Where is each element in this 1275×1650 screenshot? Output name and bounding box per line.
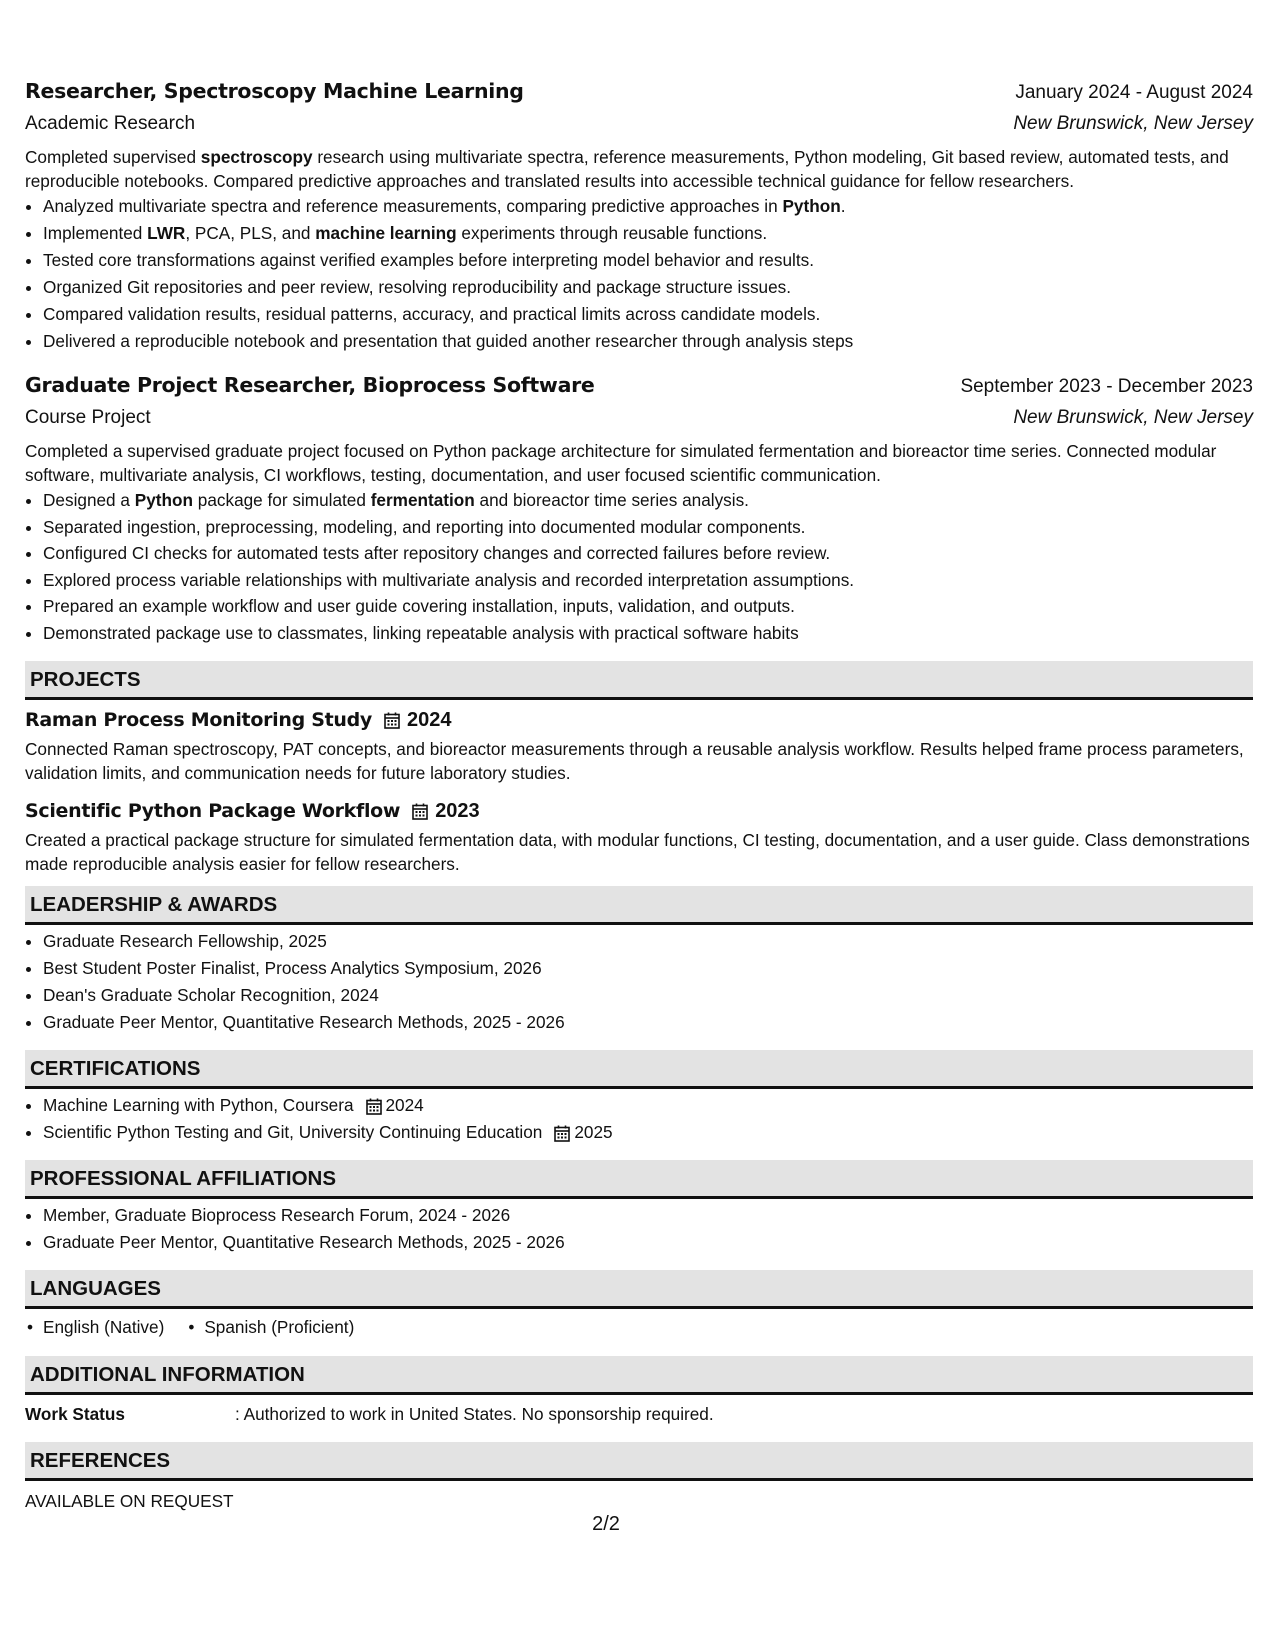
calendar-icon — [554, 1125, 570, 1142]
bullet-item: • Designed a Python package for simulated fermentation and bioreactor time series analysis. — [43, 487, 1253, 514]
project-title: Scientific Python Package Workflow — [25, 800, 401, 822]
project-entry — [25, 704, 1253, 785]
bullet-item: • Organized Git repositories and peer review, resolving reproducibility and package structure issues. — [43, 274, 1253, 301]
language-item: • Spanish (Proficient) — [186, 1312, 354, 1342]
section-heading: LANGUAGES — [25, 1270, 1253, 1309]
experience-entry — [25, 76, 1253, 355]
experience-entry — [25, 370, 1253, 646]
certification-name: Scientific Python Testing and Git, University Continuing Education — [43, 1122, 543, 1142]
leadership-list — [25, 928, 1253, 1036]
calendar-icon — [412, 803, 428, 820]
list-item: • Graduate Peer Mentor, Quantitative Research Methods, 2025 - 2026 — [43, 1009, 1253, 1036]
section-heading: PROJECTS — [25, 661, 1253, 700]
job-organization: Academic Research — [25, 113, 196, 134]
list-item: • Dean's Graduate Scholar Recognition, 2024 — [43, 982, 1253, 1009]
job-summary: Completed a supervised graduate project focused on Python package architecture for simulated fermentation and bioreactor time series. Connected modular software, multivariate analysis, CI workflows, testing, documentation, and user focused scientific communication. — [25, 441, 1217, 485]
project-year: 2023 — [435, 800, 480, 822]
bullet-item: • Delivered a reproducible notebook and presentation that guided another researcher through analysis steps — [43, 328, 1253, 355]
project-entry — [25, 795, 1253, 876]
language-item: • English (Native) — [25, 1312, 164, 1342]
project-title: Raman Process Monitoring Study — [25, 709, 372, 731]
job-title: Graduate Project Researcher, Bioprocess Software — [25, 373, 595, 397]
work-status-label: Work Status — [25, 1404, 125, 1424]
calendar-icon — [366, 1098, 382, 1115]
affiliations-list — [25, 1202, 1253, 1256]
list-item — [43, 1119, 1253, 1146]
projects-section — [25, 661, 1253, 876]
job-organization: Course Project — [25, 407, 151, 428]
project-description: Created a practical package structure for simulated fermentation data, with modular functions, CI testing, documentation, and a user guide. Class demonstrations made reproducible analysis easier for fellow researchers. — [25, 830, 1250, 874]
languages-list — [25, 1312, 1253, 1342]
certification-year: 2025 — [574, 1122, 613, 1142]
affiliations-section — [25, 1160, 1253, 1256]
job-bullets — [25, 193, 1253, 355]
list-item: • Graduate Peer Mentor, Quantitative Research Methods, 2025 - 2026 — [43, 1229, 1253, 1256]
leadership-section — [25, 886, 1253, 1036]
section-heading: REFERENCES — [25, 1442, 1253, 1481]
bullet-item: • Implemented LWR, PCA, PLS, and machine learning experiments through reusable functions. — [43, 220, 1253, 247]
bullet-item: • Compared validation results, residual patterns, accuracy, and practical limits across candidate models. — [43, 301, 1253, 328]
bullet-item: • Analyzed multivariate spectra and reference measurements, comparing predictive approaches in Python. — [43, 193, 1253, 220]
references-text: AVAILABLE ON REQUEST — [25, 1491, 234, 1511]
references-section — [25, 1442, 1253, 1517]
section-heading: ADDITIONAL INFORMATION — [25, 1356, 1253, 1395]
project-description: Connected Raman spectroscopy, PAT concepts, and bioreactor measurements through a reusable analysis workflow. Results helped frame process parameters, validation limits, and communication needs for future laboratory studies. — [25, 739, 1244, 783]
job-location: New Brunswick, New Jersey — [1013, 113, 1253, 134]
work-status-value: : Authorized to work in United States. No sponsorship required. — [235, 1404, 714, 1424]
bullet-item: • Explored process variable relationships with multivariate analysis and recorded interpretation assumptions. — [43, 567, 1253, 594]
section-heading: PROFESSIONAL AFFILIATIONS — [25, 1160, 1253, 1199]
bullet-item: • Prepared an example workflow and user guide covering installation, inputs, validation, and outputs. — [43, 593, 1253, 620]
job-bullets — [25, 487, 1253, 646]
job-title: Researcher, Spectroscopy Machine Learning — [25, 79, 524, 103]
page-number: 2/2 — [592, 1513, 620, 1535]
list-item — [43, 1092, 1253, 1119]
bullet-item: • Separated ingestion, preprocessing, modeling, and reporting into documented modular components. — [43, 514, 1253, 541]
bullet-item: • Demonstrated package use to classmates, linking repeatable analysis with practical software habits — [43, 620, 1253, 647]
job-location: New Brunswick, New Jersey — [1013, 407, 1253, 428]
bullet-item: • Tested core transformations against verified examples before interpreting model behavior and results. — [43, 247, 1253, 274]
list-item: • Graduate Research Fellowship, 2025 — [43, 928, 1253, 955]
project-year: 2024 — [406, 709, 452, 731]
bullet-item: • Configured CI checks for automated tests after repository changes and corrected failures before review. — [43, 540, 1253, 567]
job-dates: January 2024 - August 2024 — [1015, 82, 1253, 103]
job-dates: September 2023 - December 2023 — [960, 376, 1253, 397]
certification-year: 2024 — [385, 1095, 424, 1115]
additional-info-section — [25, 1356, 1253, 1430]
list-item: • Best Student Poster Finalist, Process Analytics Symposium, 2026 — [43, 955, 1253, 982]
job-summary: Completed supervised spectroscopy research using multivariate spectra, reference measurements, Python modeling, Git based review, automated tests, and reproducible notebooks. Compared predictive approaches and translated results into accessible technical guidance for fellow researchers. — [25, 147, 1229, 191]
certifications-section — [25, 1050, 1253, 1146]
certifications-list — [25, 1092, 1253, 1146]
list-item: • Member, Graduate Bioprocess Research Forum, 2024 - 2026 — [43, 1202, 1253, 1229]
languages-section — [25, 1270, 1253, 1342]
certification-name: Machine Learning with Python, Coursera — [43, 1095, 354, 1115]
section-heading: CERTIFICATIONS — [25, 1050, 1253, 1089]
section-heading: LEADERSHIP & AWARDS — [25, 886, 1253, 925]
calendar-icon — [384, 712, 400, 729]
resume-content — [25, 76, 1253, 1531]
